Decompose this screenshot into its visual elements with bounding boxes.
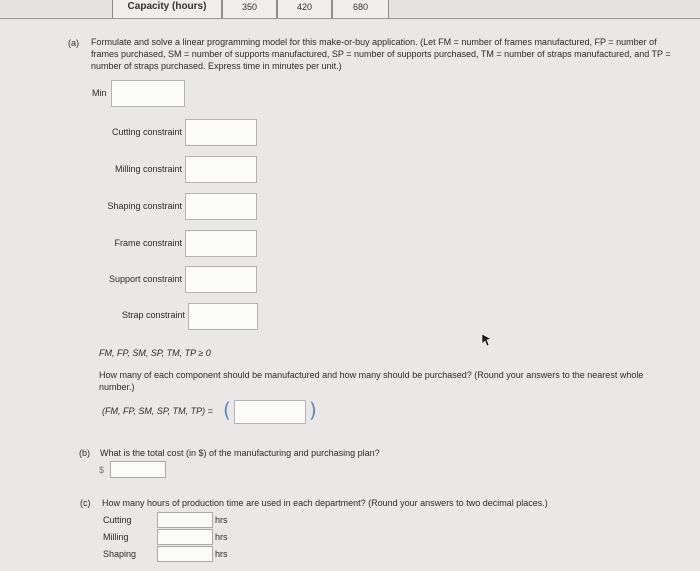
strap-constraint-input[interactable] bbox=[188, 303, 258, 330]
milling-constraint-label: Milling constraint bbox=[114, 164, 182, 174]
objective-input[interactable] bbox=[111, 80, 185, 107]
part-a-instructions: Formulate and solve a linear programming model for this make-or-buy application. (Let FM = number of frames manufactured, FP = number of frames purchased, SM = number of supports manufactured, SP = number of supports purchased, TM = number of straps manufactured, and TP = number of straps purchased. Express time in minutes per unit.) bbox=[91, 37, 671, 71]
open-paren: ( bbox=[223, 398, 231, 422]
min-label: Min bbox=[92, 88, 107, 98]
shaping-constraint-label: Shaping constraint bbox=[107, 201, 182, 211]
shaping-constraint-input[interactable] bbox=[185, 193, 257, 220]
cutting-constraint-input[interactable] bbox=[185, 119, 257, 146]
shaping-hours-label: Shaping bbox=[103, 549, 137, 559]
frame-constraint-label: Frame constraint bbox=[114, 238, 182, 248]
capacity-cutting-value: 350 bbox=[222, 0, 277, 19]
capacity-label: Capacity (hours) bbox=[112, 0, 222, 19]
solution-tuple-input[interactable] bbox=[234, 400, 306, 424]
part-c-question: How many hours of production time are used in each department? (Round your answers to two decimal places.) bbox=[102, 498, 548, 508]
cutting-hours-input[interactable] bbox=[157, 512, 213, 528]
strap-constraint-label: Strap constraint bbox=[121, 310, 185, 320]
part-b-question: What is the total cost (in $) of the manufacturing and purchasing plan? bbox=[100, 448, 380, 458]
capacity-table-strip bbox=[0, 0, 700, 20]
part-a-question: How many of each component should be manufactured and how many should be purchased? (Round your answers to the nearest whole number.) bbox=[99, 370, 644, 392]
part-a-letter: (a) bbox=[68, 38, 79, 48]
total-cost-input[interactable] bbox=[110, 461, 166, 478]
close-paren: ) bbox=[309, 398, 317, 422]
support-constraint-label: Support constraint bbox=[108, 274, 182, 284]
milling-hours-unit: hrs bbox=[215, 532, 228, 542]
milling-hours-label: Milling bbox=[103, 532, 129, 542]
dollar-sign: $ bbox=[99, 465, 105, 475]
cutting-constraint-label: Cutting constraint bbox=[111, 127, 182, 137]
shaping-hours-unit: hrs bbox=[215, 549, 228, 559]
shaping-hours-input[interactable] bbox=[157, 546, 213, 562]
milling-constraint-input[interactable] bbox=[185, 156, 257, 183]
part-b-letter: (b) bbox=[79, 448, 90, 458]
capacity-milling-value: 420 bbox=[277, 0, 332, 19]
cutting-hours-label: Cutting bbox=[103, 515, 132, 525]
part-c-letter: (c) bbox=[80, 498, 91, 508]
mouse-cursor-icon bbox=[481, 333, 493, 347]
nonnegativity-constraint: FM, FP, SM, SP, TM, TP ≥ 0 bbox=[99, 348, 211, 358]
section-divider bbox=[0, 18, 700, 19]
cutting-hours-unit: hrs bbox=[215, 515, 228, 525]
milling-hours-input[interactable] bbox=[157, 529, 213, 545]
solution-tuple-label: (FM, FP, SM, SP, TM, TP) = bbox=[102, 406, 213, 416]
capacity-shaping-value: 680 bbox=[332, 0, 389, 19]
support-constraint-input[interactable] bbox=[185, 266, 257, 293]
frame-constraint-input[interactable] bbox=[185, 230, 257, 257]
